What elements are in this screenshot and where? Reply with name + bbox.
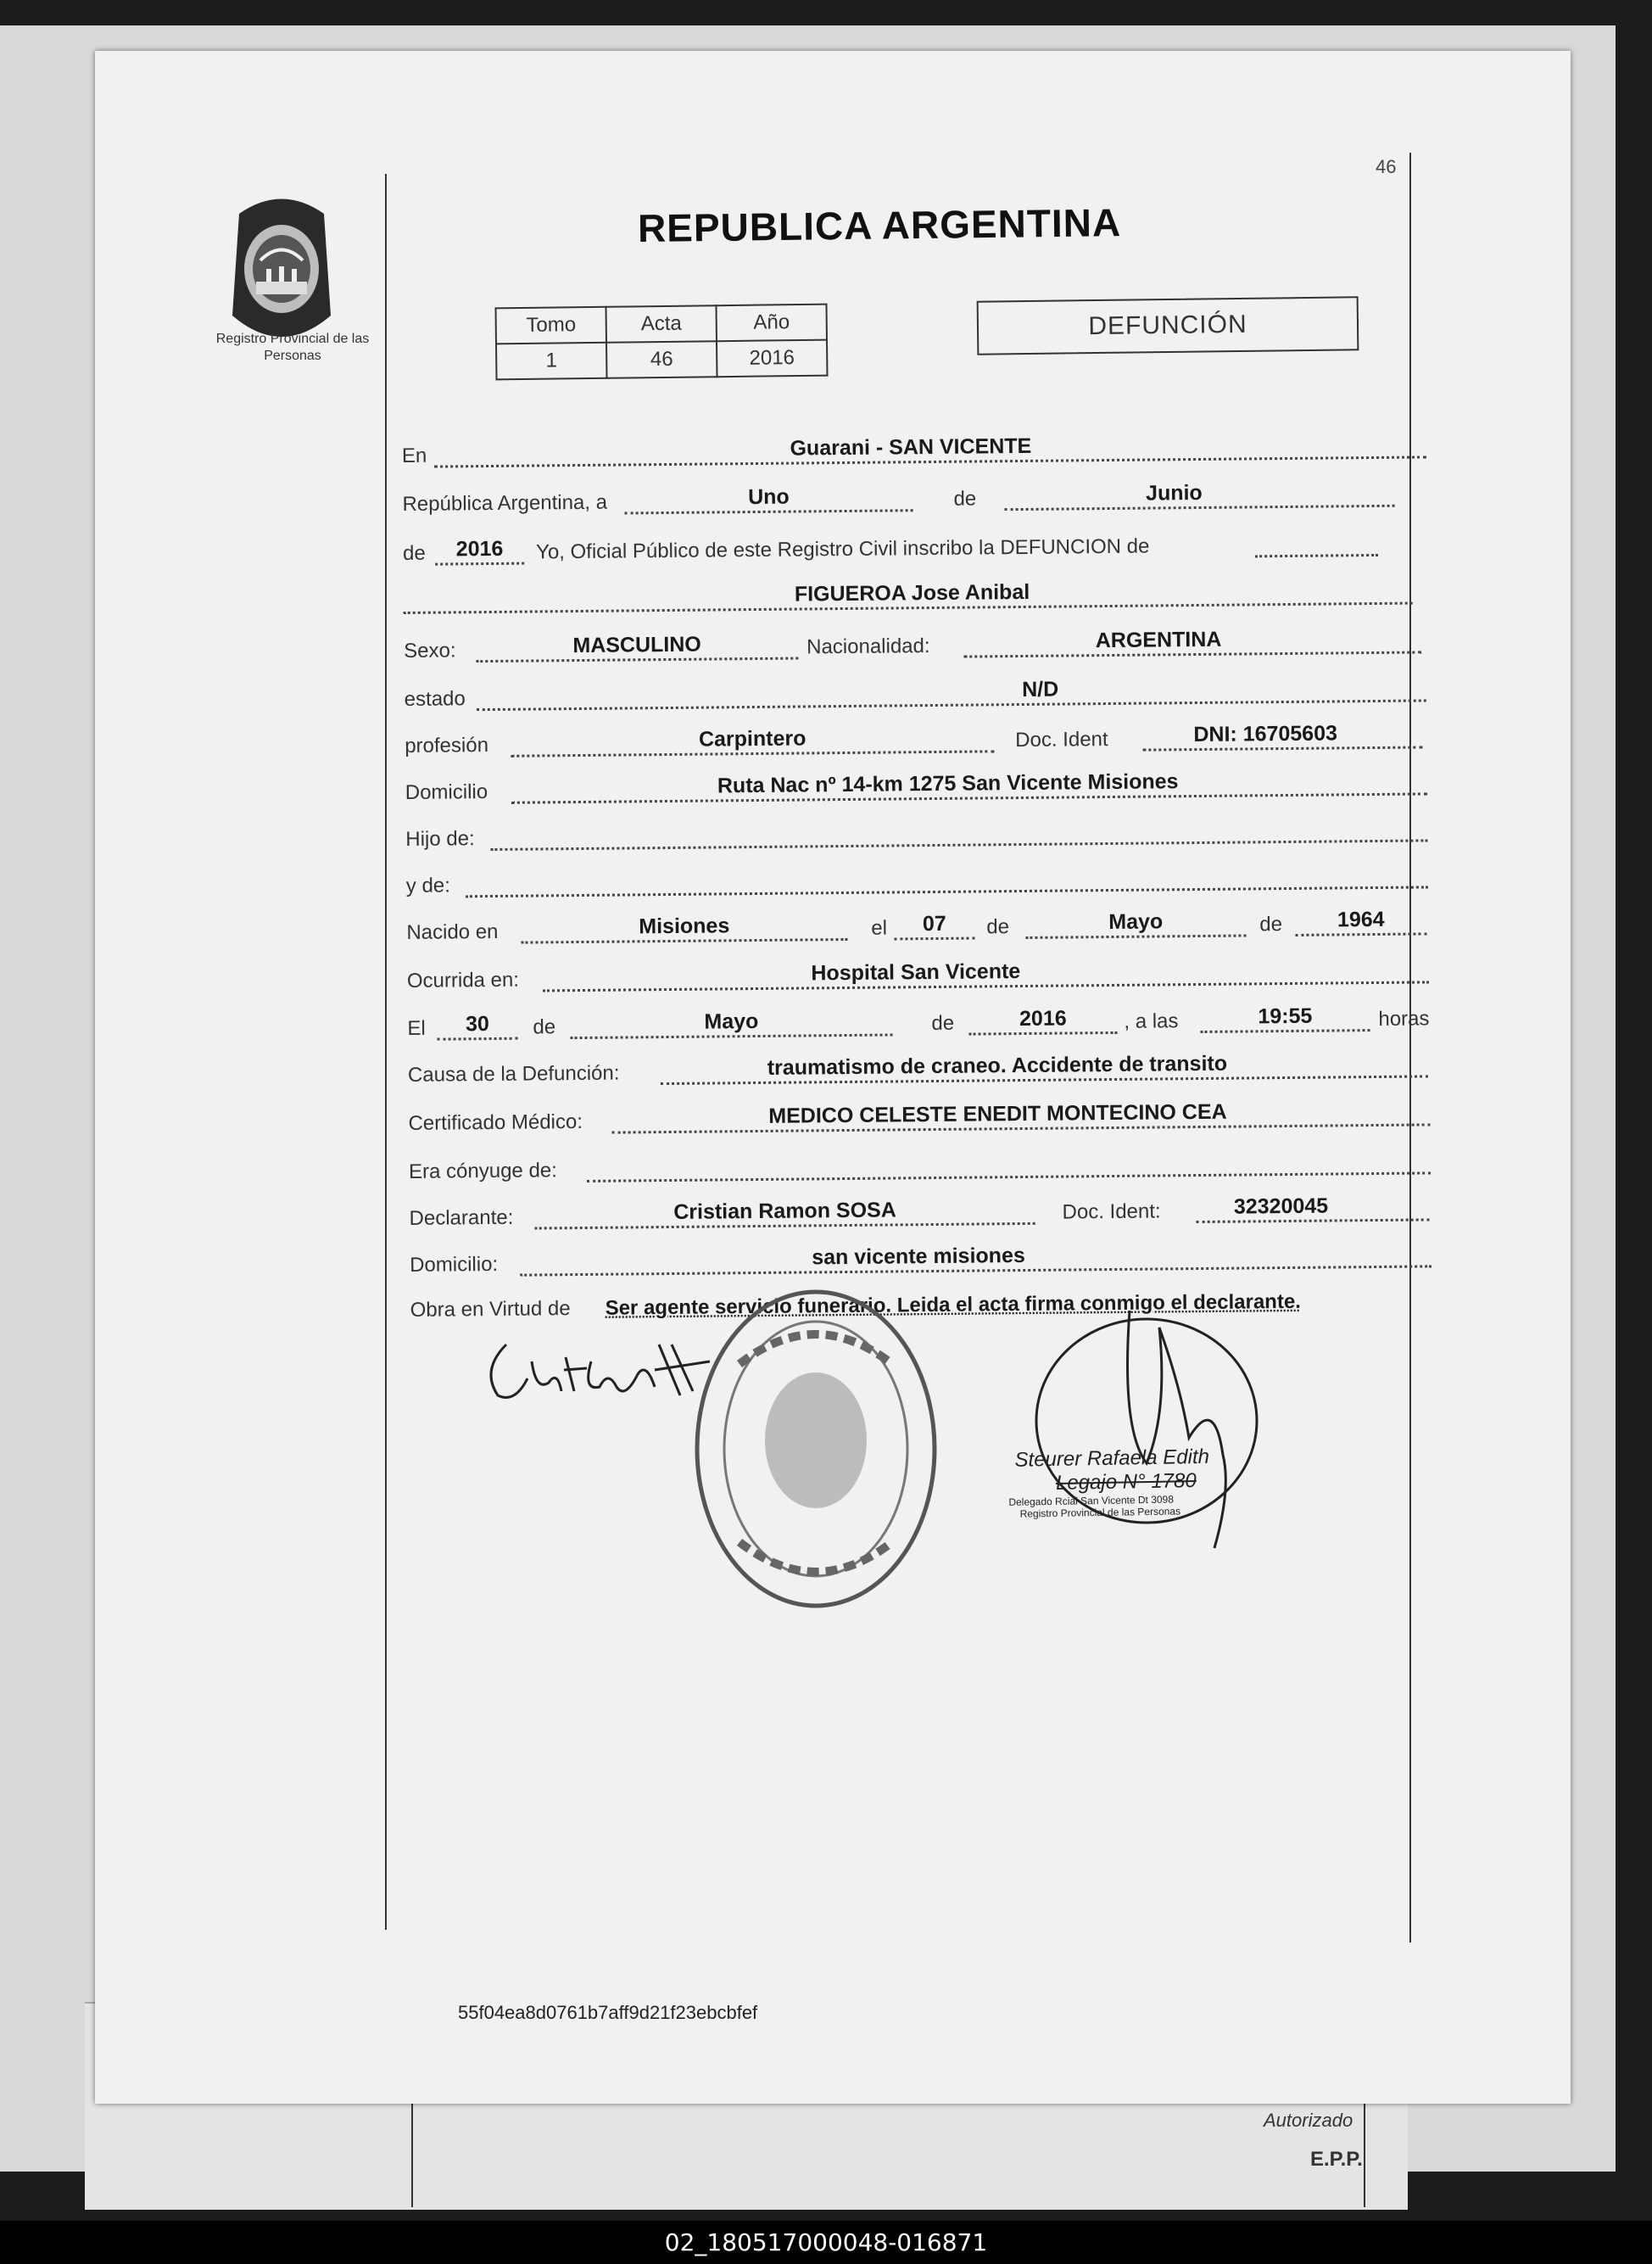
official-seal-icon [689, 1288, 943, 1618]
official-signature-block [1008, 1444, 1286, 1520]
value-doc-ident: DNI: 16705603 [1193, 721, 1338, 747]
label-certificado: Certificado Médico: [408, 1110, 583, 1135]
row-ocurrida [407, 954, 1433, 998]
label-domicilio: Domicilio [405, 780, 488, 804]
value-dia: Uno [748, 484, 790, 510]
label-de2: de [402, 541, 426, 565]
row-nombre [403, 575, 1429, 619]
row-conyuge [409, 1145, 1435, 1189]
value-causa: traumatismo de craneo. Accidente de transito [767, 1051, 1228, 1080]
label-a-las: , a las [1124, 1009, 1179, 1033]
left-margin-rule [385, 174, 387, 1930]
value-nac-dia: 07 [922, 911, 946, 936]
value-doc-ident2: 32320045 [1233, 1193, 1329, 1219]
value-anio-acta: 2016 [455, 536, 504, 562]
official-role: Delegado Rcial San Vicente Dt 3098 [1008, 1493, 1175, 1508]
label-conyuge: Era cónyuge de: [408, 1159, 557, 1183]
document-hash: 55f04ea8d0761b7aff9d21f23ebcbfef [458, 2002, 758, 2023]
label-el: el [871, 916, 888, 940]
label-de4: de [1259, 913, 1283, 936]
value-acta: 46 [606, 341, 717, 378]
row-fecha-acta [402, 478, 1428, 522]
value-tomo: 1 [496, 343, 607, 380]
label-ocurrida-en: Ocurrida en: [406, 968, 520, 992]
value-domicilio: Ruta Nac nº 14-km 1275 San Vicente Misiones [717, 769, 1179, 798]
value-anio: 2016 [717, 340, 828, 377]
value-nacionalidad: ARGENTINA [1095, 627, 1222, 653]
label-estado: estado [404, 687, 466, 711]
value-estado: N/D [1021, 677, 1059, 702]
value-def-hora: 19:55 [1258, 1003, 1313, 1029]
row-profesion [405, 719, 1431, 763]
label-hijo-de: Hijo de: [405, 827, 475, 851]
label-en: En [401, 444, 427, 467]
label-el2: El [407, 1016, 426, 1040]
value-nac-mes: Mayo [1108, 909, 1164, 935]
value-nombre: FIGUEROA Jose Anibal [794, 579, 1030, 607]
row-lugar [402, 429, 1428, 473]
value-nac-anio: 1964 [1337, 907, 1385, 932]
row-estado [405, 673, 1431, 717]
value-def-mes: Mayo [704, 1009, 759, 1034]
value-certificado: MEDICO CELESTE ENEDIT MONTECINO CEA [768, 1099, 1227, 1128]
row-certificado [408, 1097, 1434, 1141]
row-declarante [409, 1192, 1435, 1236]
official-name: Steurer Rafaela Edith [1014, 1445, 1210, 1472]
official-signature-icon [1019, 1294, 1299, 1574]
row-sexo [404, 624, 1430, 668]
scan-footer-id: 02_180517000048-016871 [0, 2221, 1652, 2264]
row-nacido [406, 906, 1432, 950]
row-domicilio [405, 766, 1432, 810]
label-doc-ident2: Doc. Ident: [1062, 1199, 1161, 1224]
row-domicilio2 [410, 1238, 1436, 1283]
label-y-de: y de: [405, 874, 451, 897]
value-profesion: Carpintero [698, 726, 806, 752]
under-text-epp: E.P.P. [1310, 2148, 1363, 2171]
label-de5: de [533, 1015, 556, 1039]
label-doc-ident: Doc. Ident [1015, 728, 1108, 752]
value-lugar: Guarani - SAN VICENTE [790, 433, 1032, 461]
value-def-anio: 2016 [1019, 1006, 1067, 1031]
header-tomo: Tomo [496, 307, 607, 344]
header-anio: Año [716, 305, 827, 342]
label-domicilio2: Domicilio: [410, 1252, 499, 1277]
label-horas: horas [1378, 1007, 1430, 1031]
label-de3: de [986, 915, 1010, 939]
value-domicilio2: san vicente misiones [812, 1243, 1025, 1270]
intro-text: Yo, Oficial Público de este Registro Civil inscribo la DEFUNCION de [535, 534, 1150, 564]
official-legajo: Legajo N° 1780 [1055, 1469, 1197, 1495]
label-de: de [953, 487, 977, 511]
document-title: REPUBLICA ARGENTINA [637, 200, 1122, 251]
label-republica: República Argentina, a [402, 490, 608, 516]
value-obra: Ser agente servicio funerario. Leida el acta firma conmigo el declarante. [605, 1289, 1302, 1320]
label-sexo: Sexo: [404, 639, 456, 662]
under-text-autorizado: Autorizado [1264, 2110, 1353, 2131]
death-certificate-page [95, 51, 1571, 2104]
value-mes: Junio [1145, 480, 1203, 506]
label-de6: de [931, 1011, 955, 1036]
header-acta: Acta [606, 305, 717, 343]
row-causa [408, 1048, 1434, 1093]
value-nacido-en: Misiones [639, 914, 730, 939]
row-intro [403, 527, 1429, 571]
row-hijo-de [405, 813, 1432, 857]
certificate-form [398, 41, 1453, 1323]
registry-label: Registro Provincial de las Personas [215, 332, 370, 363]
label-obra: Obra en Virtud de [410, 1297, 571, 1322]
label-nacido-en: Nacido en [406, 920, 499, 944]
official-registry: Registro Provincial de las Personas [1019, 1505, 1181, 1520]
label-profesion: profesión [405, 734, 489, 757]
label-causa: Causa de la Defunción: [407, 1061, 620, 1087]
value-declarante: Cristian Ramon SOSA [673, 1198, 896, 1224]
value-def-dia: 30 [465, 1012, 489, 1037]
label-declarante: Declarante: [409, 1205, 514, 1230]
value-sexo: MASCULINO [572, 632, 701, 658]
page-number: 46 [1376, 156, 1397, 177]
document-type-box: DEFUNCIÓN [977, 296, 1359, 355]
value-ocurrida-en: Hospital San Vicente [811, 959, 1021, 986]
row-fecha-defuncion [407, 1002, 1433, 1046]
label-nacionalidad: Nacionalidad: [806, 634, 930, 659]
row-y-de [406, 859, 1432, 903]
